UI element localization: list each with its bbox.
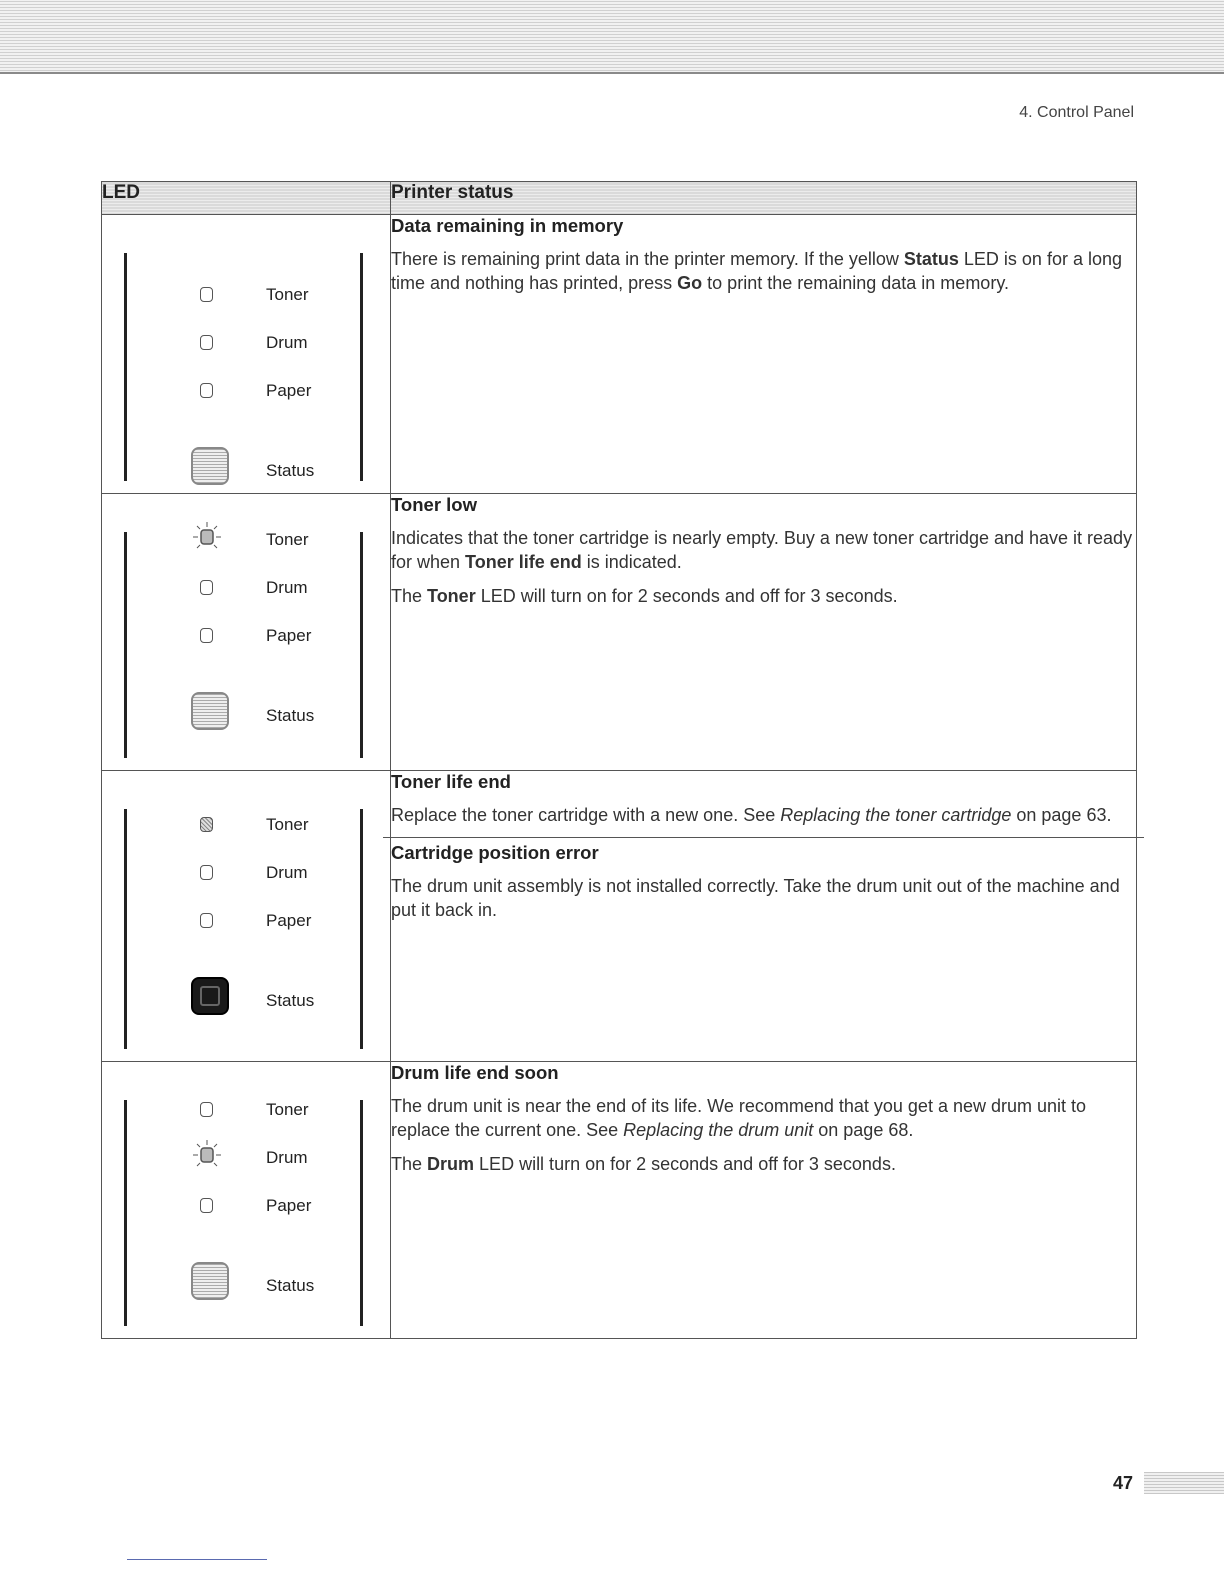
led-panel (102, 494, 391, 771)
toner-led: Toner (102, 285, 390, 309)
status-description (391, 1062, 1137, 1339)
drum-led: Drum (102, 863, 390, 887)
chapter-title: 4. Control Panel (1019, 104, 1134, 121)
toner-led: Toner (102, 815, 390, 839)
paper-led: Paper (102, 381, 390, 405)
page-tab (1144, 1472, 1224, 1494)
status-title: Toner life end (391, 771, 511, 792)
status-text: Indicates that the toner cartridge is nearly empty. Buy a new toner cartridge and have it ready for when Toner life end is indicated. (391, 528, 1133, 572)
paper-led: Paper (102, 911, 390, 935)
status-text: The drum unit is near the end of its life. We recommend that you get a new drum unit to replace the current one. See Replacing the drum unit on page 68. (391, 1096, 1087, 1140)
paper-led: Paper (102, 1196, 390, 1220)
paper-led: Paper (102, 626, 390, 650)
status-led-red-icon (191, 977, 229, 1015)
drum-led: Drum (102, 1148, 390, 1172)
led-blinking-icon (193, 1140, 221, 1170)
led-off-icon (200, 628, 213, 643)
status-text: The Toner LED will turn on for 2 seconds and off for 3 seconds. (391, 586, 898, 606)
status-text: The Drum LED will turn on for 2 seconds and off for 3 seconds. (391, 1154, 896, 1174)
led-panel (102, 1062, 391, 1339)
footnote-rule (127, 1559, 267, 1560)
status-description (391, 771, 1137, 1062)
drum-led: Drum (102, 578, 390, 602)
page-number: 47 (1113, 1473, 1134, 1493)
toner-led: Toner (102, 1100, 390, 1124)
led-status-table (101, 181, 1137, 1339)
led-on-icon (200, 817, 213, 832)
led-blinking-icon (193, 522, 221, 552)
status-text: There is remaining print data in the printer memory. If the yellow Status LED is on for a long time and nothing has printed, press Go to print the remaining data in memory. (391, 249, 1122, 293)
led-off-icon (200, 580, 213, 595)
led-panel (102, 215, 391, 494)
led-off-icon (200, 1102, 213, 1117)
status-title: Cartridge position error (391, 842, 599, 863)
led-panel (102, 771, 391, 1062)
status-led: Status (102, 1276, 390, 1300)
status-title: Data remaining in memory (391, 215, 624, 236)
toner-led: Toner (102, 530, 390, 554)
led-off-icon (200, 383, 213, 398)
led-off-icon (200, 335, 213, 350)
status-text: Replace the toner cartridge with a new one. See Replacing the toner cartridge on page 63. (391, 805, 1112, 825)
status-led-green-icon (191, 1262, 229, 1300)
led-off-icon (200, 865, 213, 880)
led-off-icon (200, 287, 213, 302)
drum-led: Drum (102, 333, 390, 357)
led-off-icon (200, 913, 213, 928)
header-band (0, 0, 1224, 74)
led-off-icon (200, 1198, 213, 1213)
status-text: The drum unit assembly is not installed correctly. Take the drum unit out of the machine and put it back in. (391, 876, 1120, 920)
status-title: Drum life end soon (391, 1062, 559, 1083)
status-title: Toner low (391, 494, 477, 515)
status-led: Status (102, 461, 390, 485)
status-led: Status (102, 706, 390, 730)
status-led-yellow-icon (191, 447, 229, 485)
status-description (391, 494, 1137, 771)
column-header-led: LED (102, 182, 391, 215)
status-description (391, 215, 1137, 494)
status-led-green-icon (191, 692, 229, 730)
column-header-printer-status: Printer status (391, 182, 1137, 215)
status-led: Status (102, 991, 390, 1015)
